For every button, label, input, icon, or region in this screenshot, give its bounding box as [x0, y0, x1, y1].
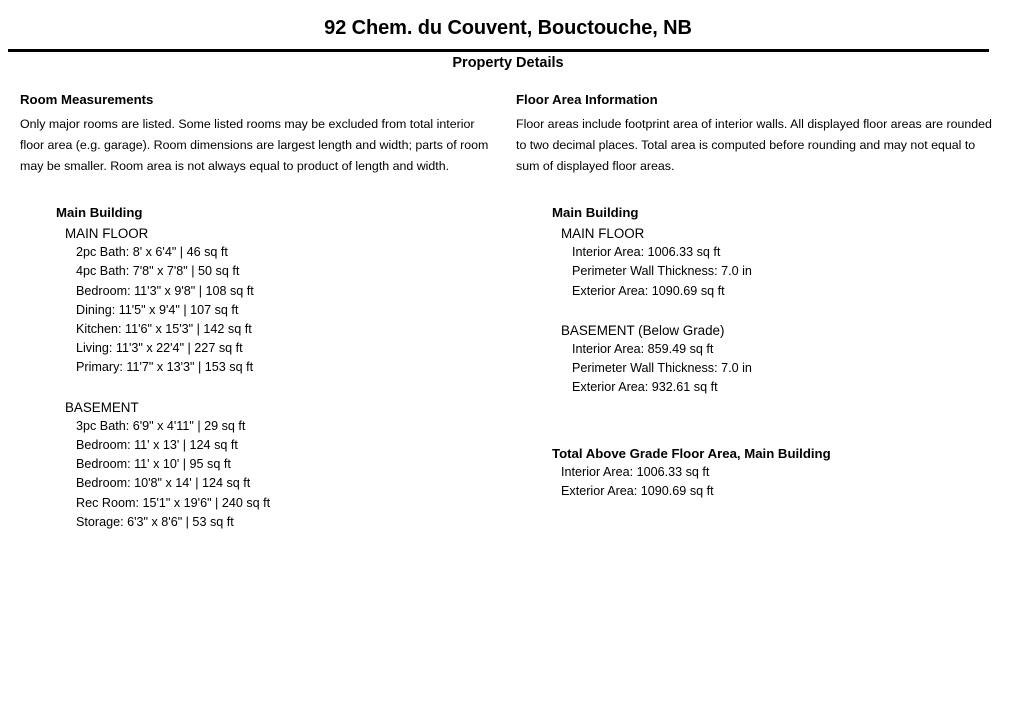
list-item: Living: 11'3" x 22'4" | 227 sq ft [76, 341, 243, 356]
list-item: 4pc Bath: 7'8" x 7'8" | 50 sq ft [76, 264, 240, 279]
areas-floor-name: BASEMENT (Below Grade) [561, 322, 725, 338]
list-item: Dining: 11'5" x 9'4" | 107 sq ft [76, 302, 239, 317]
rooms-list-basement [20, 417, 498, 532]
list-item: Primary: 11'7" x 13'3" | 153 sq ft [76, 360, 254, 375]
areas-floor-group-main [516, 224, 1002, 301]
total-above-grade-title: Total Above Grade Floor Area, Main Building [552, 445, 831, 461]
list-item: Storage: 6'3" x 8'6" | 53 sq ft [76, 514, 234, 529]
list-item: Interior Area: 1006.33 sq ft [561, 464, 710, 479]
room-measurements-heading: Room Measurements [20, 92, 154, 107]
list-item: Interior Area: 859.49 sq ft [572, 342, 714, 357]
rooms-list-main-floor [20, 243, 498, 377]
areas-floor-name: MAIN FLOOR [561, 226, 645, 241]
list-item: 3pc Bath: 6'9" x 4'11" | 29 sq ft [76, 418, 246, 433]
list-item: Bedroom: 11'3" x 9'8" | 108 sq ft [76, 283, 254, 298]
list-item: 2pc Bath: 8' x 6'4" | 46 sq ft [76, 245, 228, 260]
list-item: Perimeter Wall Thickness: 7.0 in [572, 264, 752, 279]
page-title: 92 Chem. du Couvent, Bouctouche, NB [324, 17, 692, 39]
list-item: Exterior Area: 1090.69 sq ft [561, 483, 714, 498]
list-item: Exterior Area: 932.61 sq ft [572, 380, 718, 395]
list-item: Bedroom: 11' x 13' | 124 sq ft [76, 438, 238, 453]
room-measurements-column [20, 92, 498, 532]
list-item: Exterior Area: 1090.69 sq ft [572, 283, 725, 298]
list-item: Bedroom: 11' x 10' | 95 sq ft [76, 457, 231, 472]
floor-area-information-column [516, 92, 1002, 501]
floor-area-heading: Floor Area Information [516, 92, 658, 107]
total-above-grade-list [516, 463, 1002, 501]
list-item: Kitchen: 11'6" x 15'3" | 142 sq ft [76, 322, 252, 337]
areas-floor-group-basement [516, 321, 1002, 398]
list-item: Interior Area: 1006.33 sq ft [572, 245, 721, 260]
room-measurements-note: Only major rooms are listed. Some listed rooms may be excluded from total interior floor area (e.g. garage). Room dimensions are largest length and width; parts of room may be smaller. Room area is not always equal to product of length and width. [20, 117, 489, 173]
rooms-floor-group-basement [20, 398, 498, 532]
title-divider [8, 49, 989, 52]
rooms-floor-name: MAIN FLOOR [65, 226, 149, 241]
rooms-building-name: Main Building [56, 205, 143, 220]
total-above-grade-block [516, 444, 1002, 501]
areas-list-main-floor [516, 243, 1002, 301]
floor-area-note: Floor areas include footprint area of interior walls. All displayed floor areas are rounded to two decimal places. Total area is computed before rounding and may not equal to sum of displayed floor areas. [516, 117, 992, 173]
rooms-building-block [20, 203, 498, 532]
list-item: Bedroom: 10'8" x 14' | 124 sq ft [76, 476, 251, 491]
areas-list-basement [516, 340, 1002, 398]
rooms-floor-group-main [20, 224, 498, 378]
areas-building-block [516, 203, 1002, 398]
rooms-floor-name: BASEMENT [65, 399, 139, 415]
page-subtitle: Property Details [452, 55, 564, 71]
areas-building-name: Main Building [552, 205, 639, 220]
list-item: Perimeter Wall Thickness: 7.0 in [572, 361, 752, 376]
list-item: Rec Room: 15'1" x 19'6" | 240 sq ft [76, 495, 271, 510]
